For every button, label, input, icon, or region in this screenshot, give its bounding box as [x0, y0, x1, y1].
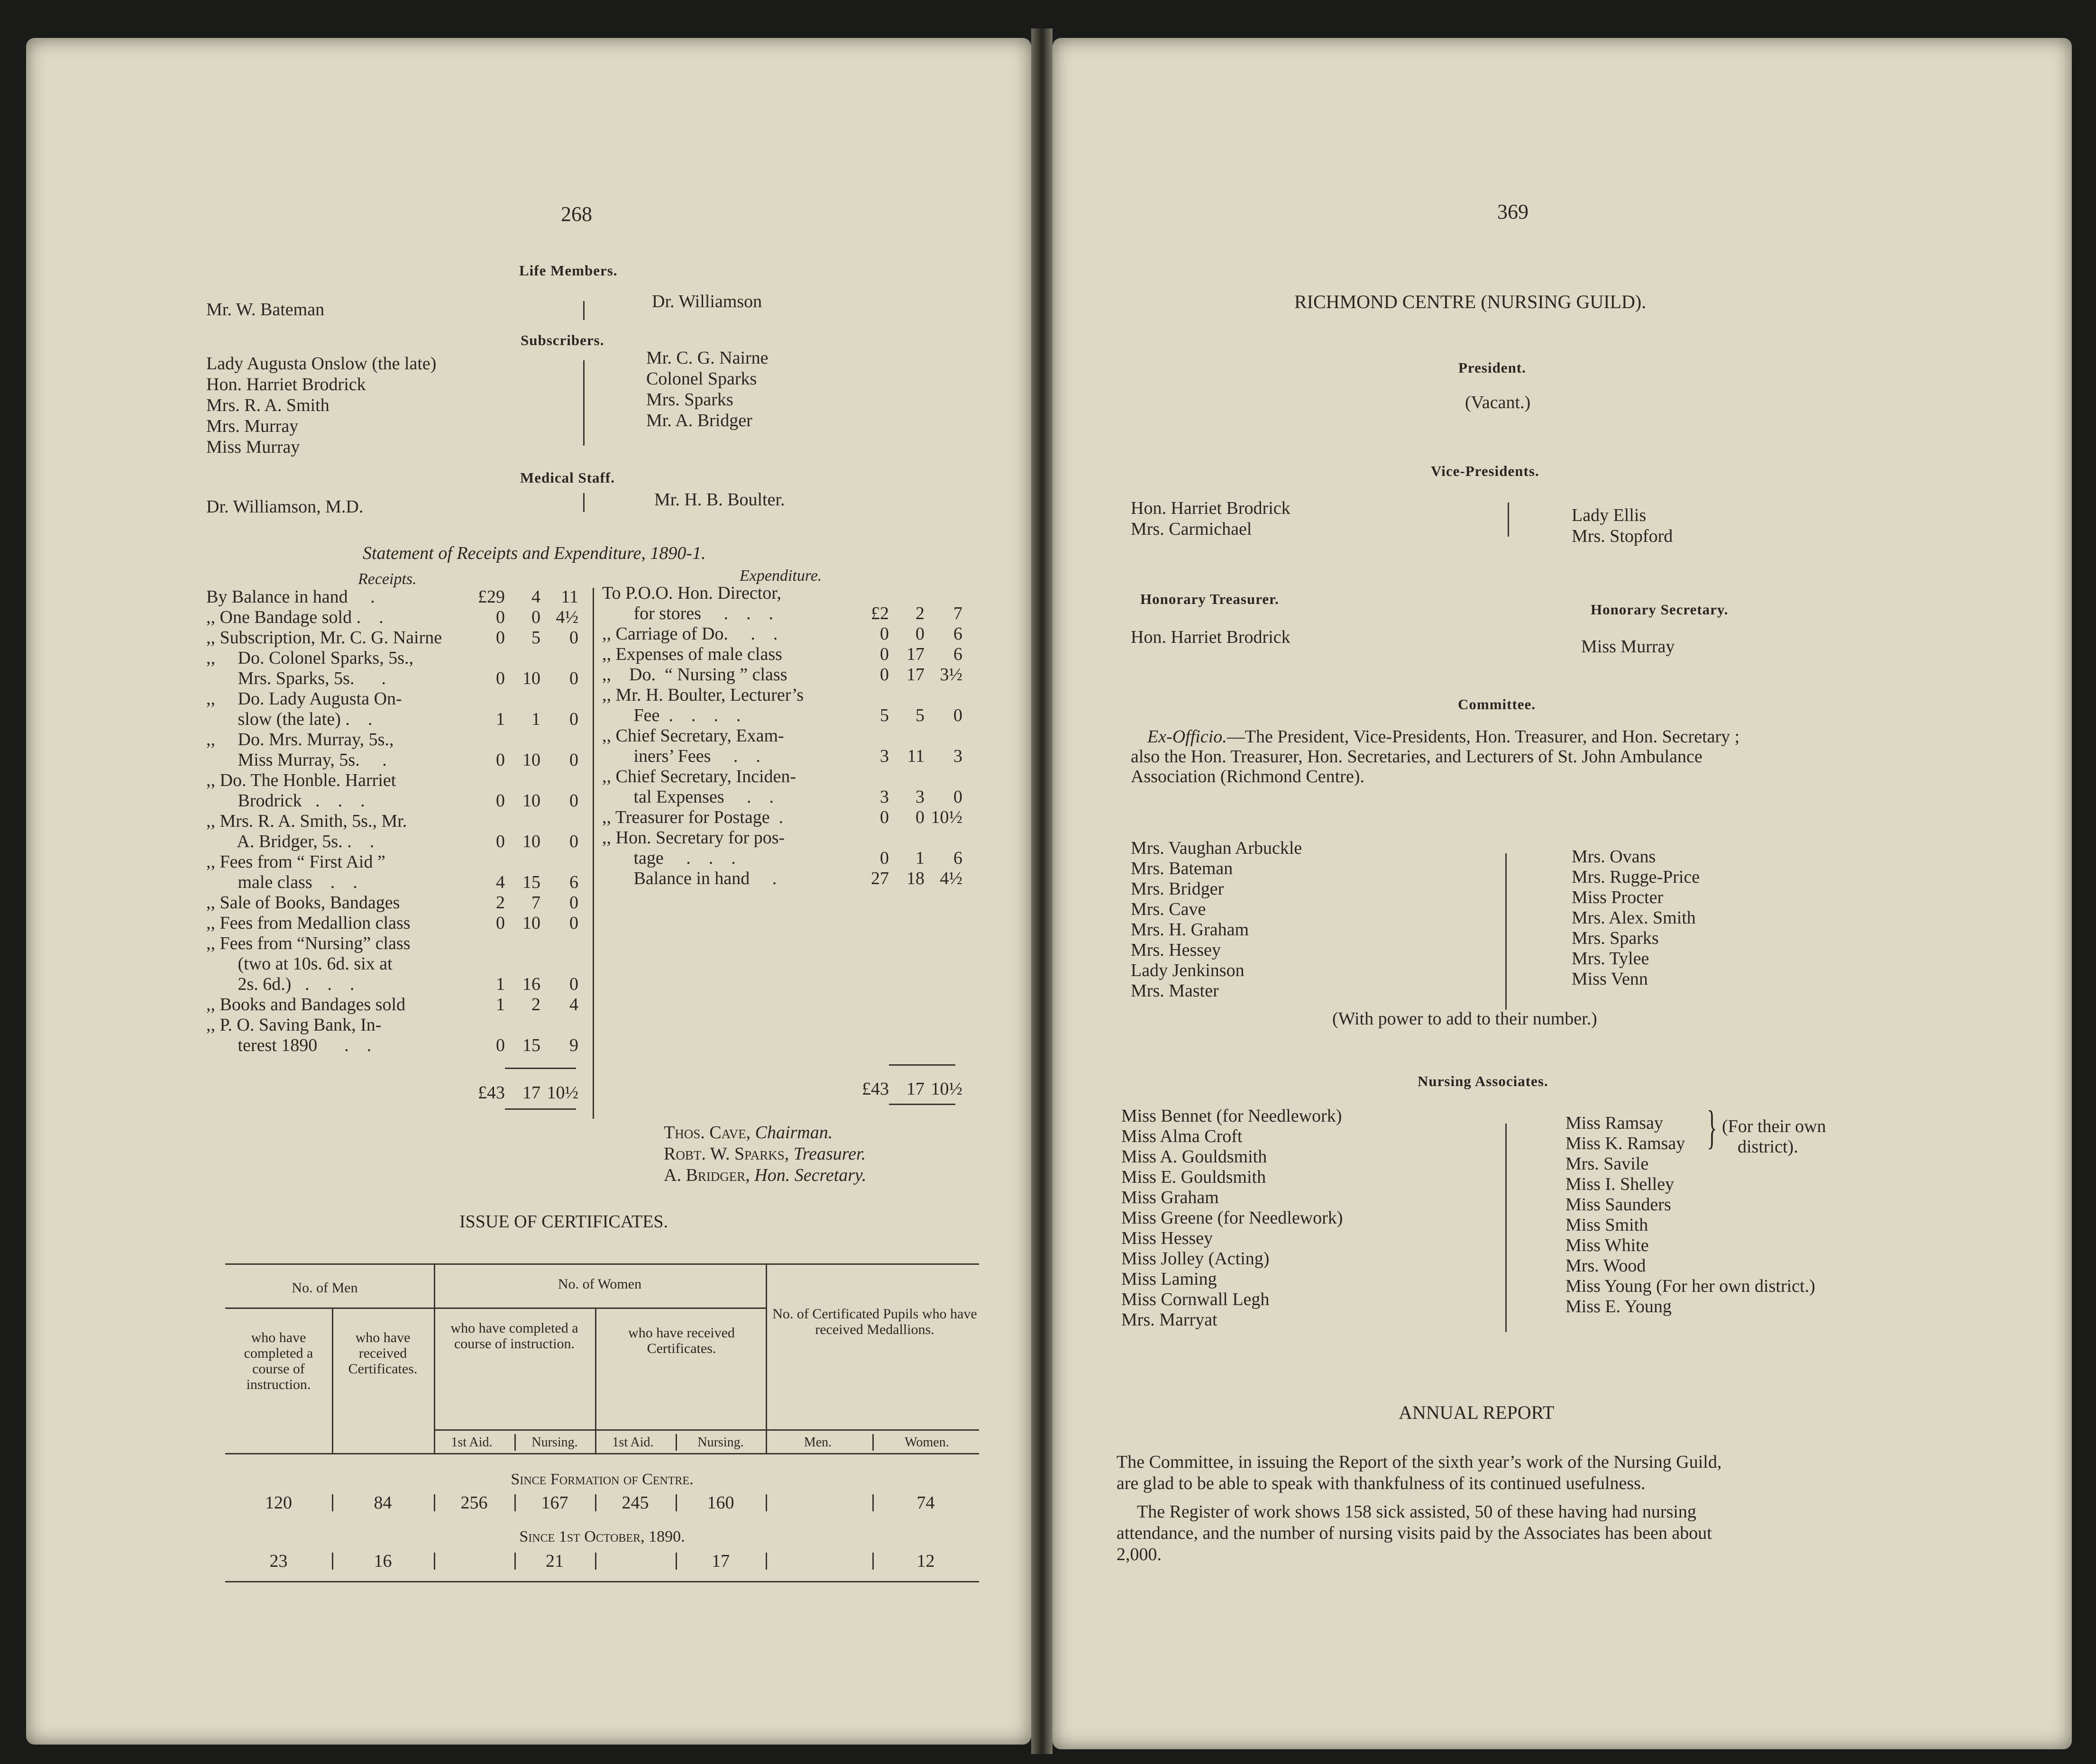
list-entry: Miss Laming: [1121, 1269, 1217, 1289]
since-october-label: Since 1st October, 1890.: [519, 1528, 685, 1545]
ledger-amount: 0: [880, 807, 889, 827]
ledger-amount: 15: [522, 872, 540, 892]
ledger-amount: 6: [953, 644, 962, 664]
table-subheader-rule: [434, 1429, 979, 1431]
ledger-amount: 5: [531, 628, 540, 648]
ledger-line: tage . . .: [602, 848, 736, 868]
ledger-amount: 6: [953, 624, 962, 644]
ledger-line: ,, Mr. H. Boulter, Lecturer’s: [602, 685, 804, 705]
cell-separator: [676, 1553, 677, 1570]
list-entry: Mrs. Hessey: [1131, 940, 1221, 960]
ledger-line: ,, Do. “ Nursing ” class: [602, 665, 787, 685]
table-column-rule: [872, 1434, 874, 1451]
ledger-line: ,, Subscription, Mr. C. G. Nairne: [206, 628, 442, 648]
list-entry: Mrs. Sparks: [1572, 928, 1659, 948]
ex-officio-text: —The President, Vice-Presidents, Hon. Treasurer, and Hon. Secretary ;: [1226, 727, 1740, 747]
ledger-amount: 1: [496, 995, 505, 1015]
list-entry: Mrs. Marryat: [1121, 1310, 1217, 1330]
ledger-amount: 4: [496, 872, 505, 892]
ledger-line: Brodrick . . .: [206, 791, 365, 811]
ledger-amount: 3: [880, 746, 889, 766]
ledger-line: ,, Expenses of male class: [602, 644, 782, 664]
signature-line: [664, 1124, 833, 1142]
ledger-amount: 6: [953, 848, 962, 868]
ledger-amount: 7: [531, 893, 540, 913]
list-entry: Miss E. Gouldsmith: [1121, 1167, 1266, 1187]
ledger-line: To P.O.O. Hon. Director,: [602, 583, 781, 603]
life-members-heading: Life Members.: [519, 262, 618, 279]
women-received-nursing: Nursing.: [697, 1435, 744, 1450]
ledger-line: tal Expenses . .: [602, 787, 774, 807]
ledger-line: for stores . . .: [602, 603, 773, 623]
cell-separator: [872, 1553, 874, 1570]
ledger-amount: 4: [569, 995, 578, 1015]
ledger-amount: 18: [906, 868, 924, 888]
ledger-amount: 1: [915, 848, 924, 868]
ledger-amount: 16: [522, 974, 540, 994]
list-entry: Miss White: [1565, 1235, 1649, 1255]
ledger-line: ,, Sale of Books, Bandages: [206, 893, 400, 913]
vice-president-entry: Hon. Harriet Brodrick: [1131, 498, 1291, 518]
life-member-entry: Mr. W. Bateman: [206, 300, 325, 320]
signatory-role: Treasurer.: [793, 1144, 866, 1164]
ledger-amount: 4½: [556, 607, 578, 627]
column-divider: [583, 493, 585, 512]
cell-separator: [434, 1494, 435, 1511]
list-entry: Miss Graham: [1121, 1188, 1219, 1207]
list-entry: Miss I. Shelley: [1565, 1174, 1675, 1194]
ledger-amount: 0: [569, 668, 578, 688]
ledger-amount: 0: [880, 665, 889, 685]
ledger-amount: 3½: [940, 665, 962, 685]
ledger-amount: 0: [496, 1035, 505, 1055]
cell-separator: [332, 1553, 333, 1570]
ledger-amount: 10: [522, 791, 540, 811]
total-rule: [505, 1108, 576, 1110]
ledger-amount: 0: [496, 913, 505, 933]
ledger-amount: 0: [953, 787, 962, 807]
table-header-bottom-rule: [225, 1453, 979, 1454]
table-cell: 12: [916, 1551, 935, 1571]
ledger-amount: 5: [880, 705, 889, 725]
list-entry: Miss Cornwall Legh: [1121, 1289, 1270, 1309]
medallions-men: Men.: [804, 1435, 832, 1450]
table-cell: 23: [269, 1551, 288, 1571]
receipts-heading: Receipts.: [358, 570, 417, 588]
ledger-line: ,, Do. The Honble. Harriet: [206, 770, 396, 790]
ledger-amount: 0: [496, 832, 505, 851]
list-entry: Mrs. Master: [1131, 981, 1219, 1001]
subscriber-entry: Miss Murray: [206, 437, 300, 457]
list-entry: Mrs. Vaughan Arbuckle: [1131, 838, 1302, 858]
vice-president-entry: Mrs. Stopford: [1572, 526, 1673, 546]
ledger-amount: 3: [953, 746, 962, 766]
expenditure-total-pence: 10½: [931, 1079, 962, 1099]
men-completed-heading: who have completed a course of instruction.: [244, 1330, 317, 1392]
ledger-amount: 0: [496, 668, 505, 688]
list-entry: Miss Hessey: [1121, 1228, 1213, 1248]
secretary-heading: Honorary Secretary.: [1591, 601, 1729, 618]
ledger-line: male class . .: [206, 872, 357, 892]
list-entry: Mrs. Bridger: [1131, 879, 1224, 899]
cell-separator: [514, 1494, 516, 1511]
ledger-amount: 1: [496, 709, 505, 729]
signatory-name: Robt. W. Sparks,: [664, 1144, 789, 1164]
ledger-line: (two at 10s. 6d. six at: [206, 954, 393, 974]
ledger-amount: £29: [478, 587, 505, 607]
ledger-amount: 10: [522, 668, 540, 688]
women-heading: No. of Women: [558, 1276, 642, 1292]
signature-line: [664, 1166, 866, 1184]
list-entry: Miss Smith: [1565, 1215, 1648, 1235]
treasurer-heading: Honorary Treasurer.: [1140, 591, 1279, 607]
list-entry: Mrs. Wood: [1565, 1256, 1646, 1276]
ledger-amount: 0: [880, 848, 889, 868]
ledger-line: ,, Chief Secretary, Exam-: [602, 726, 784, 746]
subscriber-entry: Mrs. Sparks: [646, 390, 733, 410]
ledger-line: slow (the late) . .: [206, 709, 373, 729]
ledger-amount: 1: [496, 974, 505, 994]
ledger-amount: 0: [915, 624, 924, 644]
book-gutter: [1031, 28, 1053, 1754]
list-entry: Miss Greene (for Needlework): [1121, 1208, 1343, 1228]
ledger-line: ,, Fees from “Nursing” class: [206, 933, 411, 953]
medallions-women: Women.: [905, 1435, 949, 1450]
women-received-first-aid: 1st Aid.: [612, 1435, 654, 1450]
medallions-heading: No. of Certificated Pupils who have received Medallions.: [772, 1306, 981, 1337]
medical-staff-heading: Medical Staff.: [520, 469, 615, 486]
ledger-amount: 0: [569, 628, 578, 648]
ledger-amount: 0: [569, 893, 578, 913]
receipts-total-pence: 10½: [547, 1083, 578, 1103]
list-entry: Miss Venn: [1572, 969, 1648, 989]
ex-officio-text: Association (Richmond Centre).: [1131, 767, 1364, 786]
ledger-amount: 15: [522, 1035, 540, 1055]
right-page: [1053, 38, 2072, 1749]
ledger-amount: 0: [569, 974, 578, 994]
subscriber-entry: Mr. A. Bridger: [646, 411, 752, 430]
annual-report-heading: ANNUAL REPORT: [1399, 1402, 1555, 1423]
ledger-line: ,, Fees from Medallion class: [206, 913, 411, 933]
committee-heading: Committee.: [1458, 696, 1536, 713]
signatory-name: A. Bridger,: [664, 1165, 750, 1185]
ramsay-brace: }: [1707, 1101, 1717, 1153]
ledger-amount: 4: [531, 587, 540, 607]
subscriber-entry: Hon. Harriet Brodrick: [206, 375, 366, 394]
ledger-line: 2s. 6d.) . . .: [206, 974, 355, 994]
ledger-amount: 2: [496, 893, 505, 913]
list-entry: Miss Saunders: [1565, 1195, 1671, 1215]
ledger-line: ,, Hon. Secretary for pos-: [602, 828, 785, 848]
list-entry: Miss Alma Croft: [1121, 1126, 1243, 1146]
ledger-amount: 0: [915, 807, 924, 827]
table-cell: 84: [374, 1493, 392, 1513]
men-heading: No. of Men: [292, 1280, 358, 1296]
subscribers-heading: Subscribers.: [521, 332, 604, 348]
ledger-amount: 2: [915, 603, 924, 623]
treasurer-value: Hon. Harriet Brodrick: [1131, 627, 1291, 647]
column-divider: [1505, 853, 1507, 1010]
list-entry: Miss E. Young: [1565, 1297, 1672, 1316]
ledger-amount: 7: [953, 603, 962, 623]
table-cell: 120: [265, 1493, 292, 1513]
list-entry: Miss Bennet (for Needlework): [1121, 1106, 1342, 1126]
column-divider: [583, 360, 585, 446]
vice-presidents-heading: Vice-Presidents.: [1431, 463, 1539, 479]
expenditure-total-pounds: £43: [862, 1079, 889, 1099]
left-page: [26, 38, 1031, 1745]
cell-separator: [595, 1553, 596, 1570]
list-entry: Mrs. H. Graham: [1131, 920, 1249, 940]
medical-staff-entry: Mr. H. B. Boulter.: [654, 490, 785, 510]
table-bottom-rule: [225, 1581, 979, 1582]
list-entry: Miss Ramsay: [1565, 1113, 1663, 1133]
table-cell: 245: [622, 1493, 649, 1513]
statement-title: Statement of Receipts and Expenditure, 1890-1.: [363, 543, 706, 563]
ramsay-note: district).: [1738, 1137, 1798, 1157]
ledger-amount: 9: [569, 1035, 578, 1055]
ledger-amount: 5: [915, 705, 924, 725]
cell-separator: [332, 1494, 333, 1511]
list-entry: Mrs. Tylee: [1572, 949, 1649, 969]
expenditure-heading: Expenditure.: [740, 567, 822, 585]
ledger-line: ,, Do. Lady Augusta On-: [206, 689, 402, 709]
list-entry: Mrs. Bateman: [1131, 859, 1233, 878]
table-column-rule: [676, 1434, 677, 1451]
table-column-rule: [595, 1308, 596, 1453]
table-cell: 167: [541, 1493, 568, 1513]
cell-separator: [766, 1494, 767, 1511]
table-cell: 256: [460, 1493, 488, 1513]
ledger-amount: 0: [569, 709, 578, 729]
table-cell: 160: [707, 1493, 734, 1513]
ledger-amount: 0: [569, 750, 578, 770]
ledger-amount: 0: [496, 791, 505, 811]
table-cell: 21: [546, 1551, 564, 1571]
ledger-amount: 10½: [931, 807, 962, 827]
ledger-amount: 0: [496, 607, 505, 627]
ledger-line: ,, One Bandage sold . .: [206, 607, 384, 627]
ledger-amount: 11: [907, 746, 924, 766]
table-cell: 17: [712, 1551, 730, 1571]
life-member-entry: Dr. Williamson: [652, 292, 762, 311]
women-completed-nursing: Nursing.: [531, 1435, 578, 1450]
ledger-amount: 17: [906, 665, 924, 685]
annual-report-line: 2,000.: [1117, 1545, 1162, 1564]
certificates-title: ISSUE OF CERTIFICATES.: [459, 1212, 668, 1232]
list-entry: Mrs. Alex. Smith: [1572, 908, 1696, 928]
column-divider: [1508, 503, 1509, 537]
list-entry: Miss Jolley (Acting): [1121, 1249, 1270, 1269]
ledger-amount: 17: [906, 644, 924, 664]
since-formation-label: Since Formation of Centre.: [511, 1471, 694, 1488]
table-header-rule: [225, 1307, 766, 1309]
cell-separator: [514, 1553, 516, 1570]
ledger-amount: 11: [561, 587, 578, 607]
ex-officio-label: Ex-Officio.: [1147, 727, 1227, 747]
ledger-line: Mrs. Sparks, 5s. .: [206, 668, 386, 688]
table-column-rule: [514, 1434, 516, 1451]
table-column-rule: [332, 1308, 333, 1453]
ledger-amount: 0: [880, 644, 889, 664]
total-rule: [889, 1064, 955, 1066]
ex-officio-text: also the Hon. Treasurer, Hon. Secretaries, and Lecturers of St. John Ambulance: [1131, 747, 1702, 767]
ledger-amount: 0: [569, 791, 578, 811]
cell-separator: [766, 1553, 767, 1570]
table-top-rule: [225, 1263, 979, 1265]
table-cell: 74: [916, 1493, 935, 1513]
ledger-line: Miss Murray, 5s. .: [206, 750, 387, 770]
annual-report-line: The Committee, in issuing the Report of the sixth year’s work of the Nursing Guild,: [1117, 1452, 1722, 1472]
cell-separator: [595, 1494, 596, 1511]
ramsay-note: (For their own: [1722, 1116, 1826, 1136]
president-value: (Vacant.): [1465, 393, 1531, 412]
subscriber-entry: Mrs. Murray: [206, 416, 299, 436]
women-completed-heading: who have completed a course of instruction.: [450, 1320, 582, 1352]
column-divider: [583, 301, 585, 320]
page-number: 369: [1497, 200, 1529, 223]
list-entry: Miss Young (For her own district.): [1565, 1276, 1815, 1296]
president-heading: President.: [1458, 359, 1526, 376]
subscriber-entry: Mr. C. G. Nairne: [646, 348, 769, 368]
ledger-amount: 6: [569, 872, 578, 892]
ledger-line: ,, Chief Secretary, Inciden-: [602, 767, 796, 786]
signatory-name: Thos. Cave,: [664, 1123, 751, 1142]
ledger-line: iners’ Fees . .: [602, 746, 760, 766]
list-entry: Miss A. Gouldsmith: [1121, 1147, 1267, 1167]
ledger-line: ,, Fees from “ First Aid ”: [206, 852, 385, 872]
receipts-total-shillings: 17: [522, 1083, 540, 1103]
list-entry: Mrs. Savile: [1565, 1154, 1649, 1174]
total-rule: [505, 1068, 576, 1069]
ledger-line: ,, Do. Mrs. Murray, 5s.,: [206, 730, 394, 749]
receipts-total-pounds: £43: [478, 1083, 505, 1103]
expenditure-total-shillings: 17: [906, 1079, 924, 1099]
secretary-value: Miss Murray: [1581, 637, 1675, 657]
signature-line: [664, 1145, 866, 1163]
ledger-amount: 10: [522, 832, 540, 851]
list-entry: Mrs. Ovans: [1572, 847, 1656, 867]
ledger-line: ,, Carriage of Do. . .: [602, 624, 778, 644]
associates-heading: Nursing Associates.: [1418, 1073, 1548, 1089]
cell-separator: [872, 1494, 874, 1511]
cell-separator: [676, 1494, 677, 1511]
ledger-line: Balance in hand .: [602, 868, 777, 888]
cell-separator: [434, 1553, 435, 1570]
ledger-amount: 1: [531, 709, 540, 729]
list-entry: Miss Procter: [1572, 887, 1664, 907]
signatory-role: Chairman.: [755, 1123, 833, 1142]
ledger-amount: 3: [880, 787, 889, 807]
ledger-line: ,, Treasurer for Postage .: [602, 807, 784, 827]
ledger-amount: 0: [953, 705, 962, 725]
ledger-amount: £2: [871, 603, 889, 623]
ledger-line: ,, Do. Colonel Sparks, 5s.,: [206, 648, 413, 668]
annual-report-line: are glad to be able to speak with thankfulness of its continued usefulness.: [1117, 1473, 1646, 1493]
ledger-amount: 0: [531, 607, 540, 627]
ledger-amount: 0: [569, 913, 578, 933]
table-column-rule: [766, 1263, 767, 1453]
ledger-amount: 10: [522, 750, 540, 770]
ledger-amount: 4½: [940, 868, 962, 888]
men-received-heading: who have received Certificates.: [348, 1330, 418, 1377]
subscriber-entry: Lady Augusta Onslow (the late): [206, 354, 437, 374]
power-note: (With power to add to their number.): [1332, 1009, 1597, 1029]
column-divider: [1505, 1124, 1507, 1332]
ledger-amount: 0: [880, 624, 889, 644]
table-column-rule: [434, 1263, 435, 1453]
women-received-heading: who have received Certificates.: [628, 1325, 739, 1356]
ledger-amount: 0: [496, 750, 505, 770]
table-cell: 16: [374, 1551, 392, 1571]
list-entry: Mrs. Cave: [1131, 899, 1206, 919]
ledger-line: Fee . . . .: [602, 705, 741, 725]
annual-report-line: attendance, and the number of nursing visits paid by the Associates has been about: [1117, 1523, 1712, 1543]
ledger-amount: 2: [531, 995, 540, 1015]
medical-staff-entry: Dr. Williamson, M.D.: [206, 497, 364, 517]
list-entry: Miss K. Ramsay: [1565, 1133, 1685, 1153]
ledger-amount: 10: [522, 913, 540, 933]
subscriber-entry: Mrs. R. A. Smith: [206, 395, 330, 415]
vice-president-entry: Lady Ellis: [1572, 505, 1647, 525]
ledger-line: terest 1890 . .: [206, 1035, 372, 1055]
ledger-line: ,, Mrs. R. A. Smith, 5s., Mr.: [206, 811, 407, 831]
ledger-line: A. Bridger, 5s. . .: [206, 832, 375, 851]
ledger-amount: 0: [569, 832, 578, 851]
total-rule: [889, 1104, 955, 1105]
statement-center-rule: [593, 588, 594, 1119]
vice-president-entry: Mrs. Carmichael: [1131, 519, 1252, 539]
ledger-line: ,, Books and Bandages sold: [206, 995, 406, 1015]
list-entry: Mrs. Rugge-Price: [1572, 867, 1700, 887]
ledger-amount: 3: [915, 787, 924, 807]
subscriber-entry: Colonel Sparks: [646, 369, 757, 389]
ledger-amount: 0: [496, 628, 505, 648]
women-completed-first-aid: 1st Aid.: [451, 1435, 493, 1450]
annual-report-line: The Register of work shows 158 sick assisted, 50 of these having had nursing: [1137, 1502, 1696, 1522]
ledger-amount: 27: [871, 868, 889, 888]
page-number: 268: [561, 202, 592, 226]
signatory-role: Hon. Secretary.: [754, 1165, 867, 1185]
list-entry: Lady Jenkinson: [1131, 960, 1245, 980]
ledger-line: By Balance in hand .: [206, 587, 375, 607]
ex-officio-line: [1147, 728, 1739, 746]
centre-title: RICHMOND CENTRE (NURSING GUILD).: [1294, 291, 1647, 312]
ledger-line: ,, P. O. Saving Bank, In-: [206, 1015, 382, 1035]
